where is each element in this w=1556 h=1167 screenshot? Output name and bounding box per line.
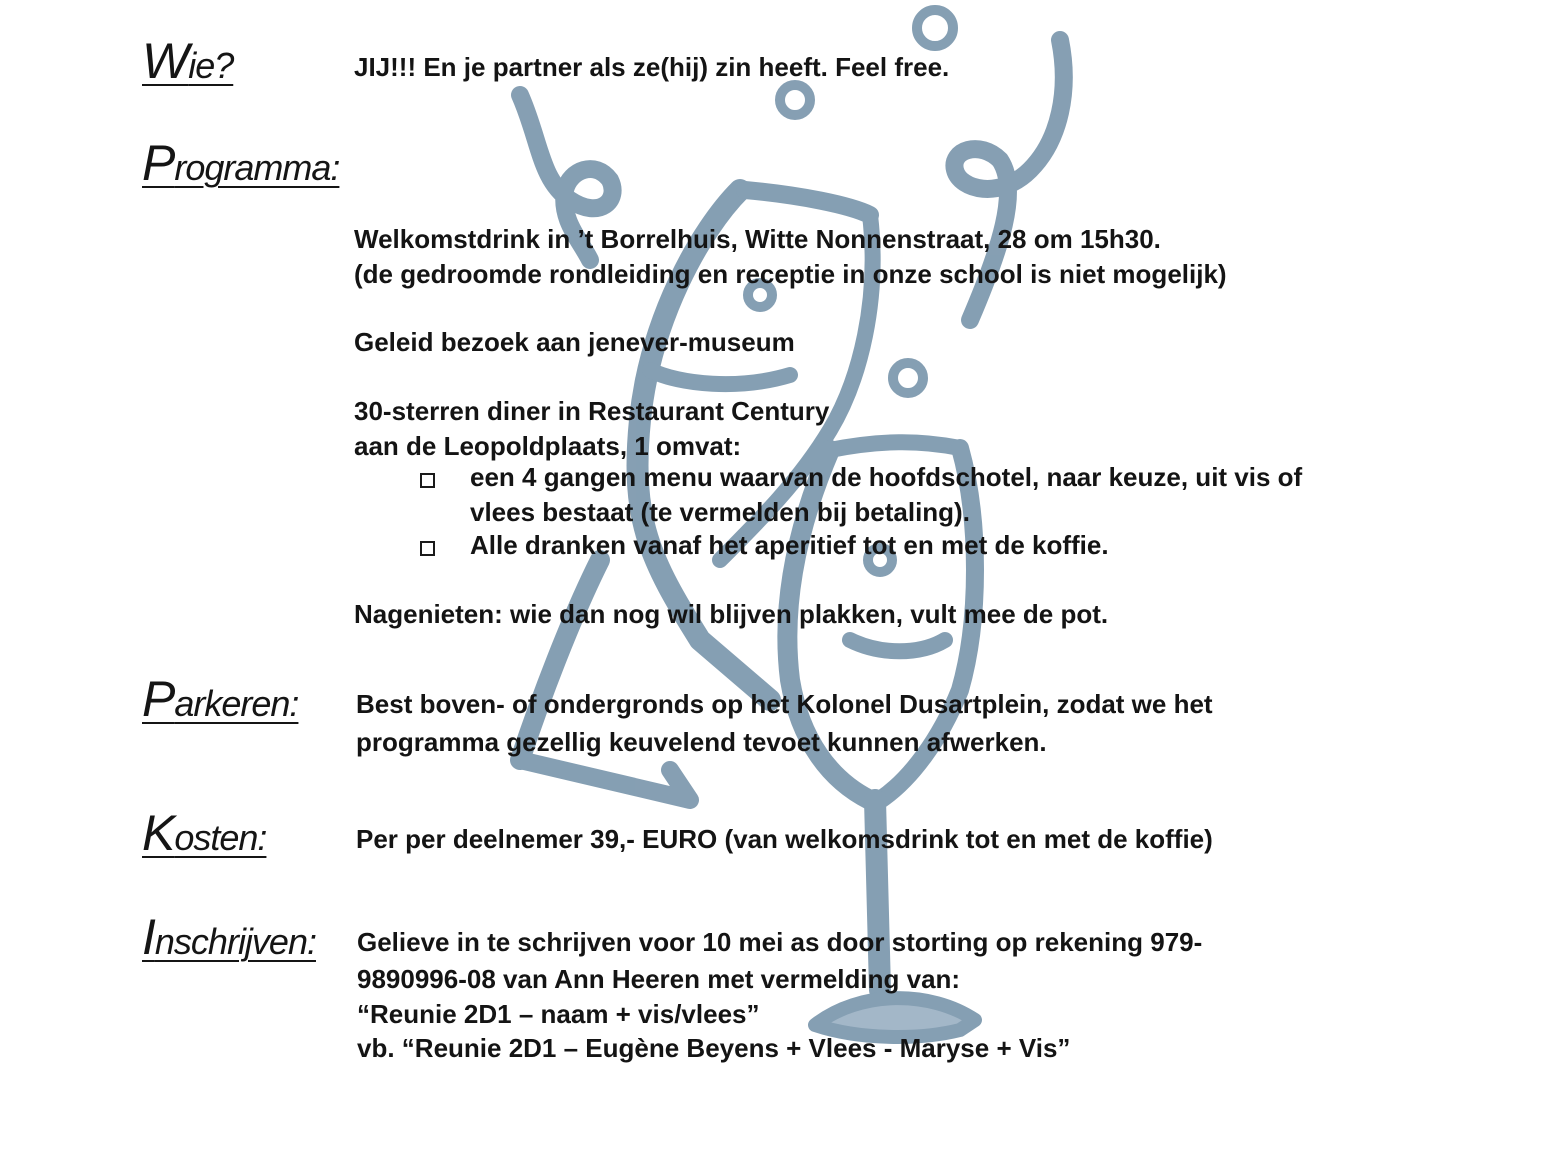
checkbox-bullet-icon [420,541,435,556]
wie-text: JIJ!!! En je partner als ze(hij) zin heeft. Feel free. [354,52,950,82]
section-label-kosten: Kosten: [142,805,267,861]
kosten-line1: Per per deelnemer 39,- EURO (van welkomsdrink tot en met de koffie) [356,824,1213,854]
inschrijven-line4: vb. “Reunie 2D1 – Eugène Beyens + Vlees - Maryse + Vis” [357,1033,1071,1063]
checkbox-bullet-icon [420,473,435,488]
section-label-inschrijven: Inschrijven: [142,909,316,965]
inschrijven-line2: 9890996-08 van Ann Heeren met vermelding van: [357,964,961,994]
programma-line-diner: 30-sterren diner in Restaurant Century [354,396,830,426]
programma-line-nagenieten: Nagenieten: wie dan nog wil blijven plakken, vult mee de pot. [354,599,1109,629]
programma-line-museum: Geleid bezoek aan jenever-museum [354,327,795,357]
inschrijven-line1: Gelieve in te schrijven voor 10 mei as door storting op rekening 979- [357,927,1203,957]
section-label-parkeren: Parkeren: [142,671,299,727]
section-label-wie: Wie? [142,33,234,89]
programma-line-leopoldplaats: aan de Leopoldplaats, 1 omvat: [354,431,742,461]
programma-line-welkomstdrink: Welkomstdrink in ’t Borrelhuis, Witte Nonnenstraat, 28 om 15h30. [354,224,1161,254]
bullet-menu-line2: vlees bestaat (te vermelden bij betaling). [470,497,970,527]
programma-line-rondleiding: (de gedroomde rondleiding en receptie in onze school is niet mogelijk) [354,259,1227,289]
inschrijven-line3: “Reunie 2D1 – naam + vis/vlees” [357,999,760,1029]
bullet-dranken: Alle dranken vanaf het aperitief tot en met de koffie. [470,530,1109,560]
section-label-programma: Programma: [142,135,340,191]
parkeren-line2: programma gezellig keuvelend tevoet kunnen afwerken. [356,727,1047,757]
bullet-menu-line1: een 4 gangen menu waarvan de hoofdschotel, naar keuze, uit vis of [470,462,1303,492]
parkeren-line1: Best boven- of ondergronds op het Kolonel Dusartplein, zodat we het [356,689,1213,719]
